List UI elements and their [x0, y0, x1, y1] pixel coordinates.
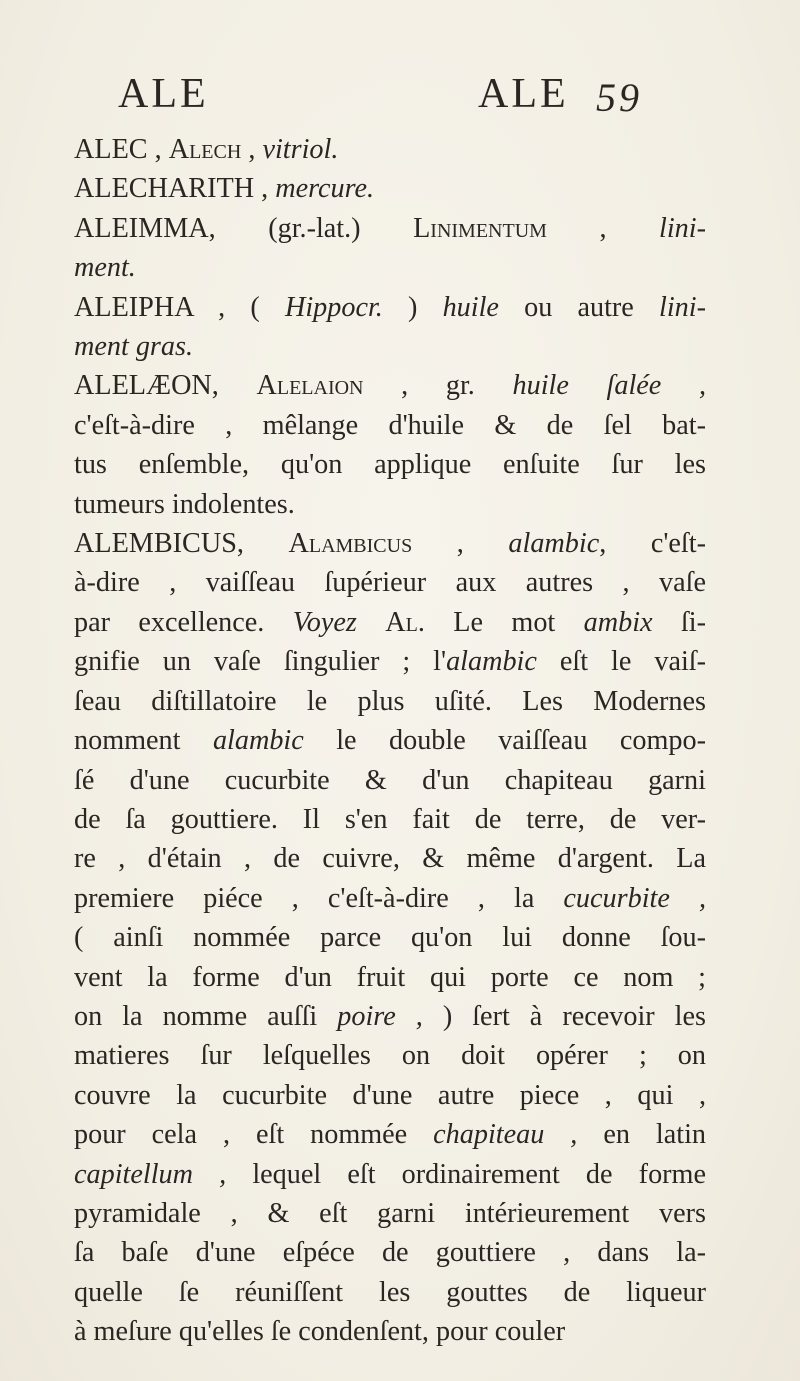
- text-line: [74, 1273, 706, 1312]
- italic-text: Hippocr.: [284, 291, 383, 323]
- italic-text: lini-: [659, 291, 706, 323]
- small-caps-text: Alelaion: [256, 370, 364, 402]
- dictionary-entry: [74, 169, 706, 208]
- text-segment: ALEMBICUS,: [74, 528, 289, 560]
- text-segment: ALEIMMA, (gr.-lat.): [74, 212, 414, 244]
- text-segment: ): [382, 291, 443, 323]
- italic-text: alambic: [508, 528, 600, 560]
- text-line: [74, 288, 706, 327]
- italic-text: cucurbite ,: [563, 882, 706, 914]
- italic-text: alambic: [212, 725, 304, 757]
- text-segment: à meſure qu'elles ſe condenſent, pour couler: [74, 1316, 566, 1348]
- text-line: [74, 366, 706, 405]
- text-line: [74, 642, 706, 681]
- text-segment: ( ainſi nommée parce qu'on lui donne ſou-: [74, 922, 706, 954]
- dictionary-entry: [74, 130, 706, 169]
- text-line: [74, 248, 706, 287]
- dictionary-entry: [74, 366, 706, 524]
- dictionary-entry: [74, 209, 706, 288]
- text-line: [74, 485, 706, 524]
- text-line: [74, 721, 706, 760]
- text-segment: c'eſt-à-dire , mêlange d'huile & de ſel bat-: [74, 409, 706, 441]
- text-segment: matieres ſur leſquelles on doit opérer ; on: [74, 1040, 706, 1072]
- text-segment: ,: [412, 528, 509, 560]
- text-segment: de ſa gouttiere. Il s'en fait de terre, de ver-: [74, 803, 706, 835]
- running-head-left: ALE: [118, 71, 209, 117]
- small-caps-text: Linimentum: [413, 212, 547, 244]
- text-segment: ſeau diſtillatoire le plus uſité. Les Modernes: [74, 685, 706, 717]
- italic-text: ambix: [583, 606, 653, 638]
- text-segment: ) ſert à recevoir les: [422, 1000, 706, 1032]
- text-line: [74, 1194, 706, 1233]
- text-segment: pour cela , eſt nommée: [74, 1119, 434, 1151]
- italic-text: mercure.: [275, 173, 375, 205]
- text-segment: premiere piéce , c'eſt-à-dire , la: [74, 882, 564, 914]
- text-segment: couvre la cucurbite d'une autre piece , qui ,: [74, 1079, 706, 1111]
- small-caps-text: Alech: [168, 134, 242, 165]
- text-segment: ALEIPHA , (: [74, 291, 285, 323]
- italic-text: chapiteau ,: [433, 1119, 578, 1151]
- text-segment: quelle ſe réuniſſent les gouttes de liqueur: [74, 1276, 706, 1308]
- text-segment: eſt le vaiſ-: [536, 646, 706, 678]
- text-segment: , gr.: [363, 370, 513, 402]
- text-segment: on la nomme auſſi: [74, 1000, 338, 1032]
- text-line: [74, 524, 706, 563]
- small-caps-text: Al.: [385, 606, 425, 638]
- text-line: [74, 445, 706, 484]
- text-segment: ſé d'une cucurbite & d'un chapiteau garni: [74, 764, 706, 796]
- text-segment: tumeurs indolentes.: [74, 488, 295, 520]
- italic-text: lini-: [659, 212, 706, 244]
- italic-text: alambic: [446, 646, 537, 678]
- text-segment: nomment: [74, 725, 213, 757]
- text-line: [74, 918, 706, 957]
- running-head-right: ALE: [478, 71, 569, 117]
- text-line: [74, 169, 706, 208]
- text-segment: ALECHARITH ,: [74, 173, 276, 205]
- text-line: [74, 879, 706, 918]
- text-line: [74, 1233, 706, 1272]
- text-line: [74, 603, 706, 642]
- text-line: [74, 682, 706, 721]
- text-segment: le double vaiſſeau compo-: [303, 725, 706, 757]
- text-segment: gnifie un vaſe ſingulier ; l': [74, 646, 447, 678]
- text-segment: re , d'étain , de cuivre, & même d'argent. La: [74, 843, 706, 875]
- text-segment: pyramidale , & eſt garni intérieurement vers: [74, 1197, 706, 1229]
- text-line: [74, 327, 706, 366]
- italic-text: vitriol.: [262, 134, 339, 165]
- text-segment: [357, 607, 385, 638]
- text-segment: ,: [241, 134, 263, 165]
- italic-text: Voyez: [292, 606, 357, 638]
- text-segment: en latin: [577, 1119, 706, 1151]
- text-line: [74, 130, 706, 169]
- text-segment: , c'eſt-: [599, 528, 706, 560]
- text-segment: ALEC ,: [74, 134, 169, 165]
- small-caps-text: Alambicus: [288, 528, 413, 560]
- dictionary-entry: [74, 288, 706, 367]
- text-segment: ,: [546, 212, 660, 244]
- text-line: [74, 406, 706, 445]
- text-segment: ou autre: [498, 291, 659, 323]
- dictionary-entry: [74, 524, 706, 1352]
- italic-text: poire ,: [337, 1000, 423, 1032]
- text-segment: par excellence.: [74, 606, 293, 638]
- text-line: [74, 839, 706, 878]
- italic-text: huile: [442, 291, 499, 323]
- italic-text: huile ſalée ,: [512, 370, 706, 402]
- text-line: [74, 1076, 706, 1115]
- text-segment: Le mot: [424, 606, 584, 638]
- text-line: [74, 761, 706, 800]
- text-line: [74, 997, 706, 1036]
- text-segment: à-dire , vaiſſeau ſupérieur aux autres , vaſe: [74, 567, 706, 599]
- text-segment: lequel eſt ordinairement de forme: [226, 1158, 706, 1190]
- text-line: [74, 209, 706, 248]
- text-line: [74, 1036, 706, 1075]
- text-line: [74, 1155, 706, 1194]
- text-segment: vent la forme d'un fruit qui porte ce nom ;: [74, 961, 706, 993]
- dictionary-text: [74, 130, 706, 1352]
- text-line: [74, 563, 706, 602]
- text-line: [74, 1115, 706, 1154]
- text-segment: tus enſemble, qu'on applique enſuite ſur les: [74, 449, 706, 481]
- text-segment: ALELÆON,: [74, 370, 257, 402]
- text-line: [74, 958, 706, 997]
- text-segment: ſi-: [652, 606, 706, 638]
- italic-text: capitellum ,: [74, 1158, 227, 1190]
- italic-text: ment.: [74, 252, 136, 284]
- text-segment: ſa baſe d'une eſpéce de gouttiere , dans la-: [74, 1237, 706, 1269]
- page-number: 59: [596, 75, 642, 120]
- running-head: [118, 70, 678, 120]
- text-line: [74, 1312, 706, 1351]
- text-line: [74, 800, 706, 839]
- italic-text: ment gras.: [74, 331, 194, 363]
